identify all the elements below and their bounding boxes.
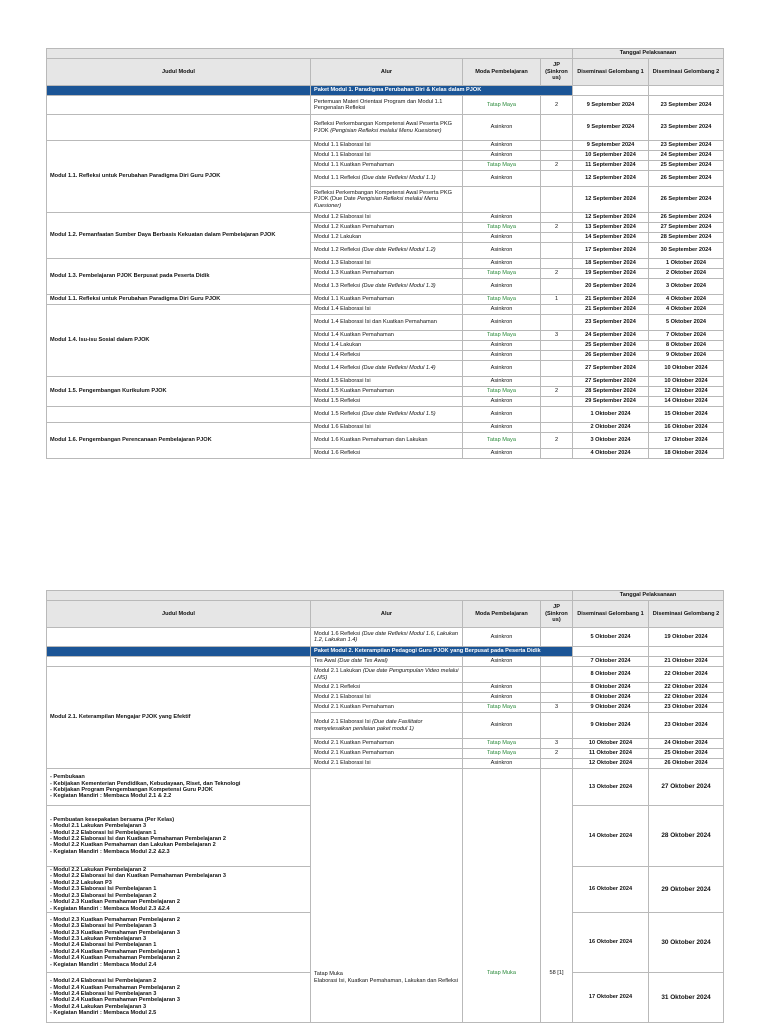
module-title: Modul 1.1. Refleksi untuk Perubahan Paradigma Diri Guru PJOK (47, 141, 311, 213)
alur-cell: Modul 1.6 Refleksi (311, 449, 463, 459)
block-row (47, 769, 724, 806)
g1-date: 11 September 2024 (573, 161, 649, 171)
paket-title-2: Paket Modul 2. Keterampilan Pedagogi Guru PJOK yang Berpusat pada Peserta Didik (311, 647, 573, 657)
alur-cell: Modul 2.1 Kuatkan Pemahaman (311, 703, 463, 713)
g1-date: 21 September 2024 (573, 305, 649, 315)
table-row (47, 259, 724, 269)
moda-cell: Asinkron (463, 361, 541, 377)
alur-cell: Refleksi Perkembangan Kompetensi Awal Peserta PKG PJOK (Due Date Pengisian Refleksi melalui Menu Kuesioner) (311, 187, 463, 213)
alur-cell: Tes Awal (Due date Tes Awal) (311, 657, 463, 667)
alur-cell: Modul 1.3 Kuatkan Pemahaman (311, 269, 463, 279)
jp-cell (541, 657, 573, 667)
alur-cell: Modul 2.1 Kuatkan Pemahaman (311, 739, 463, 749)
jp-cell (541, 759, 573, 769)
jp-cell: 3 (541, 739, 573, 749)
moda-cell: Asinkron (463, 233, 541, 243)
jp-cell (541, 213, 573, 223)
alur-header-2: Alur (311, 601, 463, 628)
g1-date: 27 September 2024 (573, 361, 649, 377)
jp-cell (541, 341, 573, 351)
g1-date: 5 Oktober 2024 (573, 628, 649, 647)
alur-note: (Due date Refleksi Modul 1.2) (361, 247, 436, 254)
jp-cell (541, 233, 573, 243)
g1-date: 4 Oktober 2024 (573, 449, 649, 459)
alur-header: Alur (311, 59, 463, 86)
judul-header: Judul Modul (47, 59, 311, 86)
g2-date: 10 Oktober 2024 (649, 361, 724, 377)
module-title: Modul 2.1. Keterampilan Mengajar PJOK yang Efektif (47, 667, 311, 769)
jp-cell (541, 693, 573, 703)
g1-date: 16 Oktober 2024 (573, 912, 649, 972)
moda-header-2: Moda Pembelajaran (463, 601, 541, 628)
moda-cell: Tatap Maya (463, 96, 541, 115)
moda-cell: Asinkron (463, 115, 541, 141)
g2-date: 28 Oktober 2024 (649, 806, 724, 867)
paket-title: Paket Modul 1. Paradigma Perubahan Diri & Kelas dalam PJOK (311, 86, 573, 96)
g2-date: 8 Oktober 2024 (649, 341, 724, 351)
g2-date: 26 September 2024 (649, 171, 724, 187)
alur-cell: Modul 1.1 Kuatkan Pemahaman (311, 295, 463, 305)
g2-date: 26 Oktober 2024 (649, 759, 724, 769)
g1-date: 20 September 2024 (573, 279, 649, 295)
alur-cell: Pertemuan Materi Orientasi Program dan Modul 1.1 Pengenalan Refleksi (311, 96, 463, 115)
table2-body (47, 628, 724, 1023)
alur-cell: Modul 2.1 Elaborasi Isi (311, 759, 463, 769)
table-row (47, 141, 724, 151)
g2-date: 16 Oktober 2024 (649, 423, 724, 433)
g1-header-2: Diseminasi Gelombang 1 (573, 601, 649, 628)
alur-cell: Modul 1.1 Elaborasi Isi (311, 141, 463, 151)
moda-cell: Tatap Maya (463, 269, 541, 279)
g1-date: 2 Oktober 2024 (573, 423, 649, 433)
moda-cell: Tatap Maya (463, 331, 541, 341)
table-row (47, 305, 724, 315)
alur-cell: Modul 1.1 Elaborasi Isi (311, 151, 463, 161)
module-title: Modul 1.5. Pengembangan Kurikulum PJOK (47, 377, 311, 407)
tanggal-header: Tanggal Pelaksanaan (573, 49, 724, 59)
g2-date: 30 September 2024 (649, 243, 724, 259)
jp-cell: 2 (541, 96, 573, 115)
jp-cell (541, 243, 573, 259)
g2-date: 23 Oktober 2024 (649, 703, 724, 713)
moda-cell: Tatap Maya (463, 433, 541, 449)
g2-date: 26 September 2024 (649, 213, 724, 223)
g1-date: 29 September 2024 (573, 397, 649, 407)
moda-cell: Asinkron (463, 683, 541, 693)
jp-cell (541, 449, 573, 459)
alur-note: (Pengisian Refleksi melalui Menu Kuesioner) (330, 127, 442, 134)
g1-date: 12 September 2024 (573, 171, 649, 187)
module-title (47, 115, 311, 141)
alur-cell: Modul 1.6 Kuatkan Pemahaman dan Lakukan (311, 433, 463, 449)
moda-cell: Tatap Maya (463, 739, 541, 749)
module-title: Modul 1.2. Pemanfaatan Sumber Daya Berbasis Kekuatan dalam Pembelajaran PJOK (47, 213, 311, 259)
g1-date: 8 Oktober 2024 (573, 683, 649, 693)
judul-header-2: Judul Modul (47, 601, 311, 628)
tatap-muka-alur: Tatap Muka Elaborasi Isi, Kuatkan Pemahaman, Lakukan dan Refleksi (311, 769, 463, 1023)
g1-date: 9 September 2024 (573, 115, 649, 141)
table-row (47, 423, 724, 433)
table-row (47, 407, 724, 423)
moda-cell: Asinkron (463, 151, 541, 161)
empty-cell (649, 647, 724, 657)
jp-cell (541, 171, 573, 187)
jp-cell (541, 423, 573, 433)
g1-date: 10 Oktober 2024 (573, 739, 649, 749)
header-row-top (47, 49, 724, 59)
moda-cell: Asinkron (463, 315, 541, 331)
moda-cell: Tatap Maya (463, 387, 541, 397)
g2-date: 23 September 2024 (649, 96, 724, 115)
activity-list: - Pembuatan kesepakatan bersama (Per Kelas) - Modul 2.1 Lakukan Pembelajaran 3 - Modul 2.2 Elaborasi Isi Pembelajaran 1 - Modul 2.2 Elaborasi Isi dan Kuatkan Pemahaman Pembelajaran 2 - Modul 2.2 Kuatkan Pemahaman dan Lakukan Pembelajaran 2 - Kegiatan Mandiri : Membaca Modul 2.2 &2.3 (47, 806, 311, 867)
schedule-table-1 (46, 48, 724, 459)
g2-date: 27 Oktober 2024 (649, 769, 724, 806)
moda-cell: Tatap Maya (463, 749, 541, 759)
g1-date: 14 Oktober 2024 (573, 806, 649, 867)
moda-cell: Asinkron (463, 423, 541, 433)
moda-cell: Tatap Maya (463, 223, 541, 233)
tatap-muka-jp: 58 [1] (541, 769, 573, 1023)
g2-date: 4 Oktober 2024 (649, 295, 724, 305)
g2-date: 25 Oktober 2024 (649, 749, 724, 759)
moda-cell (463, 187, 541, 213)
g1-date: 19 September 2024 (573, 269, 649, 279)
g2-date: 23 September 2024 (649, 141, 724, 151)
jp-header-2: JP (Sinkron us) (541, 601, 573, 628)
g2-date: 14 Oktober 2024 (649, 397, 724, 407)
module-title: Modul 1.3. Pembelajaran PJOK Berpusat pada Peserta Didik (47, 259, 311, 295)
alur-cell: Modul 1.1 Kuatkan Pemahaman (311, 161, 463, 171)
jp-cell (541, 279, 573, 295)
jp-cell: 3 (541, 703, 573, 713)
g2-date: 30 Oktober 2024 (649, 912, 724, 972)
module-title (47, 628, 311, 647)
moda-header: Moda Pembelajaran (463, 59, 541, 86)
alur-note: (Due date Fasilitator menyelesaikan penilaian paket modul 1) (314, 719, 423, 732)
g1-date: 3 Oktober 2024 (573, 433, 649, 449)
jp-cell (541, 259, 573, 269)
g1-date: 7 Oktober 2024 (573, 657, 649, 667)
jp-cell (541, 115, 573, 141)
jp-cell: 2 (541, 433, 573, 449)
table-row (47, 96, 724, 115)
table-row (47, 115, 724, 141)
alur-cell: Modul 1.1 Refleksi (Due date Refleksi Modul 1.1) (311, 171, 463, 187)
alur-cell: Modul 1.6 Elaborasi Isi (311, 423, 463, 433)
alur-cell: Modul 1.4 Refleksi (Due date Refleksi Modul 1.4) (311, 361, 463, 377)
jp-cell (541, 141, 573, 151)
g1-date: 12 September 2024 (573, 187, 649, 213)
activity-list: - Pembukaan - Kebijakan Kementerian Pendidikan, Kebudayaan, Riset, dan Teknologi - Kebijakan Program Pengembangan Kompetensi Guru PJOK - Kegiatan Mandiri : Membaca Modul 2.1 & 2.2 (47, 769, 311, 806)
header-row-2 (47, 601, 724, 628)
moda-cell: Asinkron (463, 305, 541, 315)
g1-date: 12 September 2024 (573, 213, 649, 223)
moda-cell: Asinkron (463, 351, 541, 361)
moda-cell: Tatap Maya (463, 295, 541, 305)
alur-note: (Due date Refleksi Modul 1.5) (361, 411, 436, 418)
alur-cell: Modul 2.1 Lakukan (Due date Pengumpulan Video melalui LMS) (311, 667, 463, 683)
alur-note: (Due date Refleksi Modul 1.6, Lakukan 1.2, Lakukan 1.4) (314, 630, 458, 643)
module-title (47, 657, 311, 667)
g2-date: 22 Oktober 2024 (649, 667, 724, 683)
jp-cell (541, 351, 573, 361)
moda-cell: Asinkron (463, 449, 541, 459)
alur-cell: Modul 1.4 Lakukan (311, 341, 463, 351)
module-title: Modul 1.1. Refleksi untuk Perubahan Paradigma Diri Guru PJOK (47, 295, 311, 305)
module-title (47, 96, 311, 115)
alur-cell: Modul 1.3 Refleksi (Due date Refleksi Modul 1.3) (311, 279, 463, 295)
activity-list: - Modul 2.4 Elaborasi Isi Pembelajaran 2 - Modul 2.4 Kuatkan Pemahaman Pembelajaran 2 - Modul 2.4 Elaborasi Isi Pembelajaran 3 - Modul 2.4 Kuatkan Pemahaman Pembelajaran 3 - Modul 2.4 Lakukan Pembelajaran 3 - Kegiatan Mandiri : Membaca Modul 2.5 (47, 972, 311, 1022)
module-title (47, 407, 311, 423)
g2-date: 10 Oktober 2024 (649, 377, 724, 387)
jp-cell (541, 151, 573, 161)
alur-cell: Modul 1.4 Refleksi (311, 351, 463, 361)
g1-date: 13 Oktober 2024 (573, 769, 649, 806)
jp-cell: 2 (541, 161, 573, 171)
alur-cell: Modul 1.4 Elaborasi Isi dan Kuatkan Pemahaman (311, 315, 463, 331)
alur-note: (Due date Pengumpulan Video melalui LMS) (314, 668, 459, 681)
jp-cell (541, 683, 573, 693)
table-row (47, 377, 724, 387)
alur-cell: Modul 2.1 Kuatkan Pemahaman (311, 749, 463, 759)
g1-date: 11 Oktober 2024 (573, 749, 649, 759)
g1-date: 28 September 2024 (573, 387, 649, 397)
alur-cell: Modul 1.5 Kuatkan Pemahaman (311, 387, 463, 397)
alur-cell: Modul 1.2 Kuatkan Pemahaman (311, 223, 463, 233)
g2-date: 27 September 2024 (649, 223, 724, 233)
module-title: Modul 1.6. Pengembangan Perencanaan Pembelajaran PJOK (47, 423, 311, 459)
g2-date: 2 Oktober 2024 (649, 269, 724, 279)
jp-cell (541, 628, 573, 647)
alur-cell: Modul 2.1 Refleksi (311, 683, 463, 693)
jp-cell: 2 (541, 223, 573, 233)
alur-cell: Modul 1.6 Refleksi (Due date Refleksi Modul 1.6, Lakukan 1.2, Lakukan 1.4) (311, 628, 463, 647)
g1-date: 17 Oktober 2024 (573, 972, 649, 1022)
jp-cell (541, 397, 573, 407)
jp-cell (541, 407, 573, 423)
alur-cell: Modul 1.5 Refleksi (Due date Refleksi Modul 1.5) (311, 407, 463, 423)
g2-date: 4 Oktober 2024 (649, 305, 724, 315)
alur-cell: Modul 1.2 Lakukan (311, 233, 463, 243)
moda-cell: Asinkron (463, 407, 541, 423)
jp-cell: 3 (541, 331, 573, 341)
g1-date: 25 September 2024 (573, 341, 649, 351)
g2-date: 3 Oktober 2024 (649, 279, 724, 295)
alur-note: (Due date Refleksi Modul 1.4) (361, 365, 436, 372)
g2-date: 29 Oktober 2024 (649, 867, 724, 913)
g2-date: 28 September 2024 (649, 233, 724, 243)
g2-date: 17 Oktober 2024 (649, 433, 724, 449)
alur-note: (Due date Tes Awal) (337, 658, 388, 665)
alur-cell: Modul 1.2 Elaborasi Isi (311, 213, 463, 223)
g1-date: 1 Oktober 2024 (573, 407, 649, 423)
moda-cell: Asinkron (463, 657, 541, 667)
g2-date: 9 Oktober 2024 (649, 351, 724, 361)
g1-date: 14 September 2024 (573, 233, 649, 243)
activity-list: - Modul 2.2 Lakukan Pembelajaran 2 - Modul 2.2 Elaborasi Isi dan Kuatkan Pemahaman Pembelajaran 3 - Modul 2.2 Lakukan P3 - Modul 2.3 Elaborasi Isi Pembelajaran 1 - Modul 2.3 Elaborasi Isi Pembelajaran 2 - Modul 2.3 Kuatkan Pemahaman Pembelajaran 2 - Kegiatan Mandiri : Membaca Modul 2.3 &2.4 (47, 867, 311, 913)
g2-date: 26 September 2024 (649, 187, 724, 213)
tanggal-header-2: Tanggal Pelaksanaan (573, 591, 724, 601)
table-row (47, 657, 724, 667)
g2-date: 12 Oktober 2024 (649, 387, 724, 397)
g1-date: 18 September 2024 (573, 259, 649, 269)
g2-date: 5 Oktober 2024 (649, 315, 724, 331)
jp-cell (541, 315, 573, 331)
alur-cell: Modul 1.4 Elaborasi Isi (311, 305, 463, 315)
g1-date: 12 Oktober 2024 (573, 759, 649, 769)
g1-date: 23 September 2024 (573, 315, 649, 331)
alur-note: (Due date Refleksi Modul 1.1) (361, 175, 436, 182)
alur-cell: Refleksi Perkembangan Kompetensi Awal Peserta PKG PJOK (Pengisian Refleksi melalui Menu Kuesioner) (311, 115, 463, 141)
g1-date: 9 September 2024 (573, 141, 649, 151)
activity-list: - Modul 2.3 Kuatkan Pemahaman Pembelajaran 2 - Modul 2.3 Elaborasi Isi Pembelajaran 3 - Modul 2.3 Kuatkan Pemahaman Pembelajaran 3 - Modul 2.3 Lakukan Pembelajaran 3 - Modul 2.4 Elaborasi Isi Pembelajaran 1 - Modul 2.4 Kuatkan Pemahaman Pembelajaran 1 - Modul 2.4 Kuatkan Pemahaman Pembelajaran 2 - Kegiatan Mandiri : Membaca Modul 2.4 (47, 912, 311, 972)
alur-note: (Due date Refleksi Modul 1.3) (361, 283, 436, 290)
g2-date: 19 Oktober 2024 (649, 628, 724, 647)
g2-date: 24 September 2024 (649, 151, 724, 161)
g1-date: 27 September 2024 (573, 377, 649, 387)
paket-fill (47, 647, 311, 657)
table-row (47, 667, 724, 683)
header-row-top-2 (47, 591, 724, 601)
g1-date: 17 September 2024 (573, 243, 649, 259)
g2-date: 1 Oktober 2024 (649, 259, 724, 269)
moda-cell (463, 667, 541, 683)
table-row (47, 628, 724, 647)
g1-date: 8 Oktober 2024 (573, 667, 649, 683)
g2-date: 25 September 2024 (649, 161, 724, 171)
alur-note: Pengisian Refleksi melalui Menu Kuesioner) (314, 196, 439, 209)
g2-date: 23 Oktober 2024 (649, 713, 724, 739)
jp-cell (541, 667, 573, 683)
g2-date: 22 Oktober 2024 (649, 683, 724, 693)
jp-cell: 2 (541, 387, 573, 397)
alur-cell: Modul 1.3 Elaborasi Isi (311, 259, 463, 269)
jp-cell (541, 187, 573, 213)
g1-header: Diseminasi Gelombang 1 (573, 59, 649, 86)
moda-cell: Asinkron (463, 171, 541, 187)
moda-cell: Asinkron (463, 279, 541, 295)
g2-date: 31 Oktober 2024 (649, 972, 724, 1022)
tatap-muka-moda: Tatap Muka (463, 769, 541, 1023)
paket-row (47, 86, 724, 96)
g1-date: 24 September 2024 (573, 331, 649, 341)
table1-body (47, 96, 724, 459)
table-row (47, 213, 724, 223)
g1-date: 9 Oktober 2024 (573, 713, 649, 739)
alur-cell: Modul 1.2 Refleksi (Due date Refleksi Modul 1.2) (311, 243, 463, 259)
g2-date: 24 Oktober 2024 (649, 739, 724, 749)
moda-cell: Asinkron (463, 243, 541, 259)
moda-cell: Asinkron (463, 397, 541, 407)
g1-date: 13 September 2024 (573, 223, 649, 233)
moda-cell: Tatap Maya (463, 161, 541, 171)
alur-cell: Modul 2.1 Elaborasi Isi (311, 693, 463, 703)
jp-cell: 2 (541, 749, 573, 759)
moda-cell: Asinkron (463, 377, 541, 387)
jp-cell (541, 361, 573, 377)
g2-date: 7 Oktober 2024 (649, 331, 724, 341)
moda-cell: Asinkron (463, 213, 541, 223)
g2-date: 23 September 2024 (649, 115, 724, 141)
g1-date: 16 Oktober 2024 (573, 867, 649, 913)
moda-cell: Asinkron (463, 259, 541, 269)
jp-cell (541, 305, 573, 315)
g1-date: 10 September 2024 (573, 151, 649, 161)
g2-header: Diseminasi Gelombang 2 (649, 59, 724, 86)
alur-cell: Modul 1.4 Kuatkan Pemahaman (311, 331, 463, 341)
alur-cell: Modul 2.1 Elaborasi Isi (Due date Fasilitator menyelesaikan penilaian paket modul 1) (311, 713, 463, 739)
g2-date: 22 Oktober 2024 (649, 693, 724, 703)
jp-header: JP (Sinkron us) (541, 59, 573, 86)
g1-date: 9 September 2024 (573, 96, 649, 115)
moda-cell: Asinkron (463, 713, 541, 739)
moda-cell: Tatap Maya (463, 703, 541, 713)
empty-cell (573, 647, 649, 657)
table-row (47, 295, 724, 305)
g2-date: 15 Oktober 2024 (649, 407, 724, 423)
moda-cell: Asinkron (463, 628, 541, 647)
jp-cell (541, 713, 573, 739)
moda-cell: Asinkron (463, 693, 541, 703)
g2-date: 18 Oktober 2024 (649, 449, 724, 459)
g1-date: 21 September 2024 (573, 295, 649, 305)
g1-date: 26 September 2024 (573, 351, 649, 361)
g2-date: 21 Oktober 2024 (649, 657, 724, 667)
g2-header-2: Diseminasi Gelombang 2 (649, 601, 724, 628)
header-row (47, 59, 724, 86)
alur-cell: Modul 1.5 Refleksi (311, 397, 463, 407)
jp-cell: 1 (541, 295, 573, 305)
moda-cell: Asinkron (463, 141, 541, 151)
moda-cell: Asinkron (463, 341, 541, 351)
paket-row-2 (47, 647, 724, 657)
schedule-table-2 (46, 590, 724, 1023)
jp-cell: 2 (541, 269, 573, 279)
alur-cell: Modul 1.5 Elaborasi Isi (311, 377, 463, 387)
g1-date: 8 Oktober 2024 (573, 693, 649, 703)
moda-cell: Asinkron (463, 759, 541, 769)
module-title: Modul 1.4. Isu-isu Sosial dalam PJOK (47, 305, 311, 377)
jp-cell (541, 377, 573, 387)
g1-date: 9 Oktober 2024 (573, 703, 649, 713)
